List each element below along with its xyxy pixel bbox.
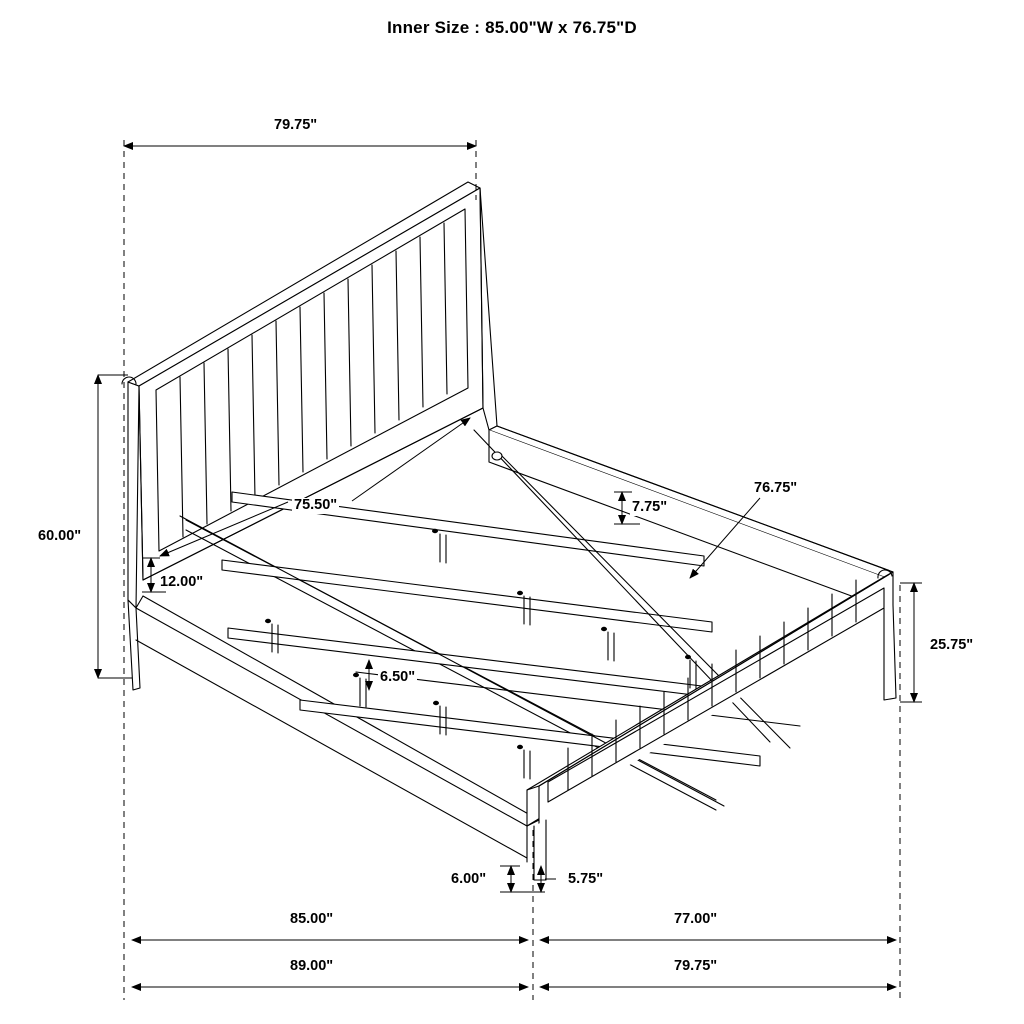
dim-headboard-width: 79.75" bbox=[274, 117, 318, 133]
footboard bbox=[527, 570, 896, 880]
dim-rail-length: 75.50" bbox=[294, 497, 338, 513]
dim-leg-height: 6.00" bbox=[451, 871, 487, 887]
page-title: Inner Size : 85.00"W x 76.75"D bbox=[387, 18, 637, 37]
dim-overall-inner-depth: 77.00" bbox=[674, 911, 718, 927]
dim-leg-width: 5.75" bbox=[568, 871, 604, 887]
dim-overall-outer-depth: 79.75" bbox=[674, 958, 718, 974]
dim-slat-gap: 6.50" bbox=[380, 669, 416, 685]
dim-deck-height: 12.00" bbox=[160, 574, 204, 590]
dim-overall-inner-width: 85.00" bbox=[290, 911, 334, 927]
dim-headboard-height: 60.00" bbox=[38, 528, 82, 544]
dim-side-rail-top: 7.75" bbox=[632, 499, 668, 515]
dim-overall-outer-width: 89.00" bbox=[290, 958, 334, 974]
dim-inner-depth: 76.75" bbox=[754, 480, 798, 496]
dim-footboard-height: 25.75" bbox=[930, 637, 974, 653]
headboard bbox=[122, 182, 497, 690]
